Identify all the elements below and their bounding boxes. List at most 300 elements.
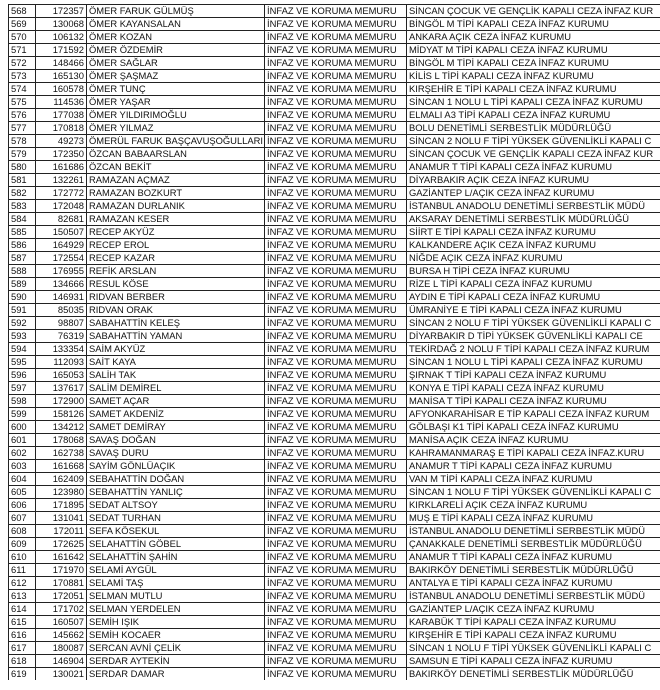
row-number-cell: 594: [9, 343, 36, 356]
institution-name-cell: ANAMUR T TİPİ KAPALI CEZA İNFAZ KURUMU: [407, 460, 660, 473]
table-row: [9, 512, 660, 525]
person-name-cell: ÖMER KAYANSALAN: [87, 18, 265, 31]
registry-number-cell: 85035: [36, 304, 87, 317]
row-number-cell: 575: [9, 96, 36, 109]
person-name-cell: SAİT KAYA: [87, 356, 265, 369]
job-title-cell: İNFAZ VE KORUMA MEMURU: [265, 213, 407, 226]
row-number-cell: 595: [9, 356, 36, 369]
registry-number-cell: 112093: [36, 356, 87, 369]
job-title-cell: İNFAZ VE KORUMA MEMURU: [265, 57, 407, 70]
person-name-cell: REFİK ARSLAN: [87, 265, 265, 278]
institution-name-cell: SİNCAN 2 NOLU F TİPİ YÜKSEK GÜVENLİKLİ KAPALI C: [407, 135, 660, 148]
registry-number-cell: 172357: [36, 5, 87, 18]
institution-name-cell: BOLU DENETİMLİ SERBESTLİK MÜDÜRLÜĞÜ: [407, 122, 660, 135]
registry-number-cell: 170818: [36, 122, 87, 135]
job-title-cell: İNFAZ VE KORUMA MEMURU: [265, 629, 407, 642]
job-title-cell: İNFAZ VE KORUMA MEMURU: [265, 291, 407, 304]
registry-number-cell: 114536: [36, 96, 87, 109]
person-name-cell: RIDVAN BERBER: [87, 291, 265, 304]
table-row: [9, 408, 660, 421]
institution-name-cell: SİNCAN ÇOCUK VE GENÇLİK KAPALI CEZA İNFAZ KUR: [407, 5, 660, 18]
job-title-cell: İNFAZ VE KORUMA MEMURU: [265, 395, 407, 408]
job-title-cell: İNFAZ VE KORUMA MEMURU: [265, 655, 407, 668]
institution-name-cell: KAHRAMANMARAŞ E TİPİ KAPALI CEZA İNFAZ.KURU: [407, 447, 660, 460]
job-title-cell: İNFAZ VE KORUMA MEMURU: [265, 434, 407, 447]
job-title-cell: İNFAZ VE KORUMA MEMURU: [265, 408, 407, 421]
person-name-cell: SAMET AÇAR: [87, 395, 265, 408]
job-title-cell: İNFAZ VE KORUMA MEMURU: [265, 18, 407, 31]
table-row: [9, 304, 660, 317]
institution-name-cell: GÖLBAŞI K1 TİPİ KAPALI CEZA İNFAZ KURUMU: [407, 421, 660, 434]
institution-name-cell: BAKIRKÖY DENETİMLİ SERBESTLİK MÜDÜRLÜĞÜ: [407, 668, 660, 681]
institution-name-cell: BİNGÖL M TİPİ KAPALI CEZA İNFAZ KURUMU: [407, 18, 660, 31]
institution-name-cell: MİDYAT M TİPİ KAPALI CEZA İNFAZ KURUMU: [407, 44, 660, 57]
institution-name-cell: MANİSA T TİPİ KAPALI CEZA İNFAZ KURUMU: [407, 395, 660, 408]
row-number-cell: 590: [9, 291, 36, 304]
job-title-cell: İNFAZ VE KORUMA MEMURU: [265, 564, 407, 577]
row-number-cell: 615: [9, 616, 36, 629]
registry-number-cell: 137617: [36, 382, 87, 395]
table-row: [9, 109, 660, 122]
registry-number-cell: 82681: [36, 213, 87, 226]
job-title-cell: İNFAZ VE KORUMA MEMURU: [265, 447, 407, 460]
table-row: [9, 382, 660, 395]
institution-name-cell: MANİSA AÇIK CEZA İNFAZ KURUMU: [407, 434, 660, 447]
institution-name-cell: KALKANDERE AÇIK CEZA İNFAZ KURUMU: [407, 239, 660, 252]
institution-name-cell: BİNGÖL M TİPİ KAPALI CEZA İNFAZ KURUMU: [407, 57, 660, 70]
person-name-cell: ÖZCAN BABAARSLAN: [87, 148, 265, 161]
person-name-cell: SAMET AKDENİZ: [87, 408, 265, 421]
person-name-cell: RIDVAN ORAK: [87, 304, 265, 317]
registry-number-cell: 130068: [36, 18, 87, 31]
person-name-cell: RECEP AKYÜZ: [87, 226, 265, 239]
row-number-cell: 610: [9, 551, 36, 564]
institution-name-cell: SİNCAN 2 NOLU F TİPİ YÜKSEK GÜVENLİKLİ KAPALI C: [407, 317, 660, 330]
person-name-cell: ÖMER FARUK GÜLMÜŞ: [87, 5, 265, 18]
person-name-cell: RESUL KÖSE: [87, 278, 265, 291]
job-title-cell: İNFAZ VE KORUMA MEMURU: [265, 538, 407, 551]
job-title-cell: İNFAZ VE KORUMA MEMURU: [265, 590, 407, 603]
person-name-cell: SAVAŞ DURU: [87, 447, 265, 460]
row-number-cell: 592: [9, 317, 36, 330]
table-row: [9, 447, 660, 460]
person-name-cell: SAİM AKYÜZ: [87, 343, 265, 356]
job-title-cell: İNFAZ VE KORUMA MEMURU: [265, 668, 407, 681]
table-row: [9, 486, 660, 499]
table-row: [9, 460, 660, 473]
institution-name-cell: İSTANBUL ANADOLU DENETİMLİ SERBESTLİK MÜDÜ: [407, 590, 660, 603]
institution-name-cell: ELMALI A3 TİPİ KAPALI CEZA İNFAZ KURUMU: [407, 109, 660, 122]
person-name-cell: RAMAZAN BOZKURT: [87, 187, 265, 200]
table-row: [9, 83, 660, 96]
job-title-cell: İNFAZ VE KORUMA MEMURU: [265, 473, 407, 486]
person-name-cell: ÖZCAN BEKİT: [87, 161, 265, 174]
table-row: [9, 278, 660, 291]
row-number-cell: 599: [9, 408, 36, 421]
row-number-cell: 577: [9, 122, 36, 135]
row-number-cell: 584: [9, 213, 36, 226]
institution-name-cell: AKSARAY DENETİMLİ SERBESTLİK MÜDÜRLÜĞÜ: [407, 213, 660, 226]
person-name-cell: ÖMERÜL FARUK BAŞÇAVUŞOĞULLARI: [87, 135, 265, 148]
institution-name-cell: DİYARBAKIR AÇIK CEZA İNFAZ KURUMU: [407, 174, 660, 187]
job-title-cell: İNFAZ VE KORUMA MEMURU: [265, 239, 407, 252]
table-row: [9, 434, 660, 447]
person-name-cell: SEBAHATTİN YANLIÇ: [87, 486, 265, 499]
table-row: [9, 265, 660, 278]
registry-number-cell: 170881: [36, 577, 87, 590]
registry-number-cell: 165053: [36, 369, 87, 382]
person-name-cell: SELAHATTİN ŞAHİN: [87, 551, 265, 564]
person-name-cell: SELAHATTİN GÖBEL: [87, 538, 265, 551]
registry-number-cell: 172011: [36, 525, 87, 538]
row-number-cell: 619: [9, 668, 36, 681]
person-name-cell: SALİH TAK: [87, 369, 265, 382]
job-title-cell: İNFAZ VE KORUMA MEMURU: [265, 512, 407, 525]
table-row: [9, 616, 660, 629]
registry-number-cell: 162409: [36, 473, 87, 486]
institution-name-cell: KIRŞEHİR E TİPİ KAPALI CEZA İNFAZ KURUMU: [407, 83, 660, 96]
person-name-cell: SEMİH IŞIK: [87, 616, 265, 629]
row-number-cell: 573: [9, 70, 36, 83]
institution-name-cell: NİĞDE AÇIK CEZA İNFAZ KURUMU: [407, 252, 660, 265]
institution-name-cell: KARABÜK T TİPİ KAPALI CEZA İNFAZ KURUMU: [407, 616, 660, 629]
institution-name-cell: ANAMUR T TİPİ KAPALI CEZA İNFAZ KURUMU: [407, 551, 660, 564]
table-row: [9, 291, 660, 304]
person-name-cell: SEDAT ALTSOY: [87, 499, 265, 512]
job-title-cell: İNFAZ VE KORUMA MEMURU: [265, 31, 407, 44]
row-number-cell: 583: [9, 200, 36, 213]
table-row: [9, 200, 660, 213]
row-number-cell: 578: [9, 135, 36, 148]
job-title-cell: İNFAZ VE KORUMA MEMURU: [265, 44, 407, 57]
institution-name-cell: KİLİS L TİPİ KAPALI CEZA İNFAZ KURUMU: [407, 70, 660, 83]
job-title-cell: İNFAZ VE KORUMA MEMURU: [265, 486, 407, 499]
table-row: [9, 642, 660, 655]
registry-number-cell: 146931: [36, 291, 87, 304]
row-number-cell: 606: [9, 499, 36, 512]
registry-number-cell: 133354: [36, 343, 87, 356]
person-name-cell: SEBAHATTİN DOĞAN: [87, 473, 265, 486]
person-name-cell: SERDAR AYTEKİN: [87, 655, 265, 668]
row-number-cell: 603: [9, 460, 36, 473]
institution-name-cell: DİYARBAKIR D TİPİ YÜKSEK GÜVENLİKLİ KAPALI CE: [407, 330, 660, 343]
registry-number-cell: 176955: [36, 265, 87, 278]
job-title-cell: İNFAZ VE KORUMA MEMURU: [265, 148, 407, 161]
registry-number-cell: 98807: [36, 317, 87, 330]
row-number-cell: 572: [9, 57, 36, 70]
job-title-cell: İNFAZ VE KORUMA MEMURU: [265, 96, 407, 109]
person-name-cell: SERDAR DAMAR: [87, 668, 265, 681]
person-name-cell: SEFA KÖSEKUL: [87, 525, 265, 538]
institution-name-cell: MUŞ E TİPİ KAPALI CEZA İNFAZ KURUMU: [407, 512, 660, 525]
row-number-cell: 570: [9, 31, 36, 44]
table-row: [9, 148, 660, 161]
person-name-cell: RAMAZAN KESER: [87, 213, 265, 226]
table-row: [9, 161, 660, 174]
job-title-cell: İNFAZ VE KORUMA MEMURU: [265, 603, 407, 616]
job-title-cell: İNFAZ VE KORUMA MEMURU: [265, 304, 407, 317]
registry-number-cell: 165130: [36, 70, 87, 83]
person-name-cell: SELAMİ AYGÜL: [87, 564, 265, 577]
job-title-cell: İNFAZ VE KORUMA MEMURU: [265, 135, 407, 148]
registry-number-cell: 131041: [36, 512, 87, 525]
registry-number-cell: 172772: [36, 187, 87, 200]
row-number-cell: 616: [9, 629, 36, 642]
job-title-cell: İNFAZ VE KORUMA MEMURU: [265, 460, 407, 473]
registry-number-cell: 49273: [36, 135, 87, 148]
row-number-cell: 596: [9, 369, 36, 382]
registry-number-cell: 172051: [36, 590, 87, 603]
person-name-cell: SELAMİ TAŞ: [87, 577, 265, 590]
person-name-cell: ÖMER ŞAŞMAZ: [87, 70, 265, 83]
table-row: [9, 499, 660, 512]
person-name-cell: ÖMER ÖZDEMİR: [87, 44, 265, 57]
table-row: [9, 473, 660, 486]
row-number-cell: 586: [9, 239, 36, 252]
registry-number-cell: 106132: [36, 31, 87, 44]
table-row: [9, 317, 660, 330]
row-number-cell: 579: [9, 148, 36, 161]
job-title-cell: İNFAZ VE KORUMA MEMURU: [265, 161, 407, 174]
registry-number-cell: 148466: [36, 57, 87, 70]
table-row: [9, 629, 660, 642]
registry-number-cell: 177038: [36, 109, 87, 122]
row-number-cell: 588: [9, 265, 36, 278]
institution-name-cell: ÇANAKKALE DENETİMLİ SERBESTLİK MÜDÜRLÜĞÜ: [407, 538, 660, 551]
person-name-cell: SABAHATTİN YAMAN: [87, 330, 265, 343]
institution-name-cell: TEKİRDAĞ 2 NOLU F TİPİ KAPALI CEZA İNFAZ KURUM: [407, 343, 660, 356]
registry-number-cell: 76319: [36, 330, 87, 343]
table-row: [9, 395, 660, 408]
institution-name-cell: KONYA E TİPİ KAPALI CEZA İNFAZ KURUMU: [407, 382, 660, 395]
row-number-cell: 597: [9, 382, 36, 395]
table-row: [9, 421, 660, 434]
person-name-cell: ÖMER TUNÇ: [87, 83, 265, 96]
row-number-cell: 613: [9, 590, 36, 603]
person-name-cell: RECEP EROL: [87, 239, 265, 252]
institution-name-cell: KIRŞEHİR E TİPİ KAPALI CEZA İNFAZ KURUMU: [407, 629, 660, 642]
table-row: [9, 668, 660, 681]
table-row: [9, 5, 660, 18]
registry-number-cell: 171592: [36, 44, 87, 57]
person-name-cell: SALİM DEMİREL: [87, 382, 265, 395]
job-title-cell: İNFAZ VE KORUMA MEMURU: [265, 499, 407, 512]
row-number-cell: 604: [9, 473, 36, 486]
row-number-cell: 593: [9, 330, 36, 343]
registry-number-cell: 164929: [36, 239, 87, 252]
job-title-cell: İNFAZ VE KORUMA MEMURU: [265, 70, 407, 83]
job-title-cell: İNFAZ VE KORUMA MEMURU: [265, 109, 407, 122]
table-row: [9, 330, 660, 343]
table-row: [9, 590, 660, 603]
registry-number-cell: 180087: [36, 642, 87, 655]
table-row: [9, 577, 660, 590]
person-name-cell: SAMET DEMİRAY: [87, 421, 265, 434]
person-name-cell: RECEP KAZAR: [87, 252, 265, 265]
job-title-cell: İNFAZ VE KORUMA MEMURU: [265, 174, 407, 187]
institution-name-cell: AYDIN E TİPİ KAPALI CEZA İNFAZ KURUMU: [407, 291, 660, 304]
institution-name-cell: ÜMRANİYE E TİPİ KAPALI CEZA İNFAZ KURUMU: [407, 304, 660, 317]
registry-number-cell: 161686: [36, 161, 87, 174]
job-title-cell: İNFAZ VE KORUMA MEMURU: [265, 616, 407, 629]
person-name-cell: SEMİH KOCAER: [87, 629, 265, 642]
person-name-cell: ÖMER YILMAZ: [87, 122, 265, 135]
table-row: [9, 31, 660, 44]
row-number-cell: 602: [9, 447, 36, 460]
institution-name-cell: SAMSUN E TİPİ KAPALI CEZA İNFAZ KURUMU: [407, 655, 660, 668]
institution-name-cell: SİNCAN 1 NOLU L TİPİ KAPALI CEZA İNFAZ KURUMU: [407, 356, 660, 369]
table-row: [9, 252, 660, 265]
job-title-cell: İNFAZ VE KORUMA MEMURU: [265, 226, 407, 239]
row-number-cell: 600: [9, 421, 36, 434]
table-row: [9, 96, 660, 109]
row-number-cell: 574: [9, 83, 36, 96]
registry-number-cell: 171970: [36, 564, 87, 577]
job-title-cell: İNFAZ VE KORUMA MEMURU: [265, 369, 407, 382]
table-row: [9, 655, 660, 668]
registry-number-cell: 134666: [36, 278, 87, 291]
row-number-cell: 605: [9, 486, 36, 499]
institution-name-cell: KIRKLARELİ AÇIK CEZA İNFAZ KURUMU: [407, 499, 660, 512]
registry-number-cell: 158126: [36, 408, 87, 421]
registry-number-cell: 160507: [36, 616, 87, 629]
row-number-cell: 614: [9, 603, 36, 616]
table-row: [9, 122, 660, 135]
job-title-cell: İNFAZ VE KORUMA MEMURU: [265, 83, 407, 96]
job-title-cell: İNFAZ VE KORUMA MEMURU: [265, 317, 407, 330]
table-row: [9, 343, 660, 356]
institution-name-cell: BURSA H TİPİ CEZA İNFAZ KURUMU: [407, 265, 660, 278]
institution-name-cell: ANTALYA E TİPİ KAPALI CEZA İNFAZ KURUMU: [407, 577, 660, 590]
person-name-cell: SAYİM GÖNLÜAÇIK: [87, 460, 265, 473]
job-title-cell: İNFAZ VE KORUMA MEMURU: [265, 551, 407, 564]
job-title-cell: İNFAZ VE KORUMA MEMURU: [265, 525, 407, 538]
person-name-cell: SELMAN YERDELEN: [87, 603, 265, 616]
personnel-table-body: [9, 5, 660, 681]
table-row: [9, 226, 660, 239]
table-row: [9, 187, 660, 200]
institution-name-cell: BAKIRKÖY DENETİMLİ SERBESTLİK MÜDÜRLÜĞÜ: [407, 564, 660, 577]
row-number-cell: 601: [9, 434, 36, 447]
job-title-cell: İNFAZ VE KORUMA MEMURU: [265, 5, 407, 18]
registry-number-cell: 162738: [36, 447, 87, 460]
registry-number-cell: 172554: [36, 252, 87, 265]
row-number-cell: 571: [9, 44, 36, 57]
row-number-cell: 580: [9, 161, 36, 174]
row-number-cell: 609: [9, 538, 36, 551]
registry-number-cell: 146904: [36, 655, 87, 668]
institution-name-cell: SİNCAN 1 NOLU L TİPİ KAPALI CEZA İNFAZ KURUMU: [407, 96, 660, 109]
institution-name-cell: VAN M TİPİ KAPALI CEZA İNFAZ KURUMU: [407, 473, 660, 486]
row-number-cell: 607: [9, 512, 36, 525]
institution-name-cell: ANAMUR T TİPİ KAPALI CEZA İNFAZ KURUMU: [407, 161, 660, 174]
personnel-table: [8, 4, 660, 680]
registry-number-cell: 178068: [36, 434, 87, 447]
institution-name-cell: RİZE L TİPİ KAPALI CEZA İNFAZ KURUMU: [407, 278, 660, 291]
registry-number-cell: 171702: [36, 603, 87, 616]
table-row: [9, 239, 660, 252]
institution-name-cell: AFYONKARAHİSAR E TİP KAPALI CEZA İNFAZ KURUM: [407, 408, 660, 421]
institution-name-cell: GAZİANTEP L/AÇIK CEZA İNFAZ KURUMU: [407, 187, 660, 200]
job-title-cell: İNFAZ VE KORUMA MEMURU: [265, 122, 407, 135]
table-row: [9, 135, 660, 148]
registry-number-cell: 172048: [36, 200, 87, 213]
row-number-cell: 611: [9, 564, 36, 577]
table-row: [9, 356, 660, 369]
job-title-cell: İNFAZ VE KORUMA MEMURU: [265, 577, 407, 590]
job-title-cell: İNFAZ VE KORUMA MEMURU: [265, 356, 407, 369]
row-number-cell: 576: [9, 109, 36, 122]
table-row: [9, 369, 660, 382]
row-number-cell: 568: [9, 5, 36, 18]
row-number-cell: 587: [9, 252, 36, 265]
document-page: [8, 4, 660, 680]
table-row: [9, 603, 660, 616]
registry-number-cell: 172900: [36, 395, 87, 408]
person-name-cell: ÖMER YAŞAR: [87, 96, 265, 109]
person-name-cell: ÖMER SAĞLAR: [87, 57, 265, 70]
institution-name-cell: ŞIRNAK T TİPİ KAPALI CEZA İNFAZ KURUMU: [407, 369, 660, 382]
registry-number-cell: 160578: [36, 83, 87, 96]
row-number-cell: 612: [9, 577, 36, 590]
job-title-cell: İNFAZ VE KORUMA MEMURU: [265, 642, 407, 655]
institution-name-cell: İSTANBUL ANADOLU DENETİMLİ SERBESTLİK MÜDÜ: [407, 200, 660, 213]
registry-number-cell: 145662: [36, 629, 87, 642]
row-number-cell: 582: [9, 187, 36, 200]
table-row: [9, 213, 660, 226]
person-name-cell: SELMAN MUTLU: [87, 590, 265, 603]
registry-number-cell: 134212: [36, 421, 87, 434]
institution-name-cell: GAZİANTEP L/AÇIK CEZA İNFAZ KURUMU: [407, 603, 660, 616]
person-name-cell: SEDAT TURHAN: [87, 512, 265, 525]
table-row: [9, 57, 660, 70]
registry-number-cell: 161642: [36, 551, 87, 564]
institution-name-cell: SİNCAN 1 NOLU F TİPİ YÜKSEK GÜVENLİKLİ KAPALI C: [407, 486, 660, 499]
job-title-cell: İNFAZ VE KORUMA MEMURU: [265, 187, 407, 200]
job-title-cell: İNFAZ VE KORUMA MEMURU: [265, 265, 407, 278]
person-name-cell: RAMAZAN AÇMAZ: [87, 174, 265, 187]
row-number-cell: 617: [9, 642, 36, 655]
registry-number-cell: 161668: [36, 460, 87, 473]
institution-name-cell: İSTANBUL ANADOLU DENETİMLİ SERBESTLİK MÜDÜ: [407, 525, 660, 538]
table-row: [9, 551, 660, 564]
table-row: [9, 564, 660, 577]
person-name-cell: SERCAN AVNİ ÇELİK: [87, 642, 265, 655]
registry-number-cell: 172625: [36, 538, 87, 551]
row-number-cell: 591: [9, 304, 36, 317]
registry-number-cell: 150507: [36, 226, 87, 239]
institution-name-cell: SİNCAN ÇOCUK VE GENÇLİK KAPALI CEZA İNFAZ KUR: [407, 148, 660, 161]
institution-name-cell: SİNCAN 1 NOLU F TİPİ YÜKSEK GÜVENLİKLİ KAPALI C: [407, 642, 660, 655]
row-number-cell: 569: [9, 18, 36, 31]
table-row: [9, 70, 660, 83]
table-row: [9, 44, 660, 57]
person-name-cell: ÖMER KOZAN: [87, 31, 265, 44]
job-title-cell: İNFAZ VE KORUMA MEMURU: [265, 421, 407, 434]
table-row: [9, 174, 660, 187]
row-number-cell: 581: [9, 174, 36, 187]
row-number-cell: 598: [9, 395, 36, 408]
institution-name-cell: SİİRT E TİPİ KAPALI CEZA İNFAZ KURUMU: [407, 226, 660, 239]
job-title-cell: İNFAZ VE KORUMA MEMURU: [265, 382, 407, 395]
table-row: [9, 538, 660, 551]
job-title-cell: İNFAZ VE KORUMA MEMURU: [265, 330, 407, 343]
registry-number-cell: 132261: [36, 174, 87, 187]
job-title-cell: İNFAZ VE KORUMA MEMURU: [265, 278, 407, 291]
row-number-cell: 585: [9, 226, 36, 239]
row-number-cell: 589: [9, 278, 36, 291]
job-title-cell: İNFAZ VE KORUMA MEMURU: [265, 252, 407, 265]
